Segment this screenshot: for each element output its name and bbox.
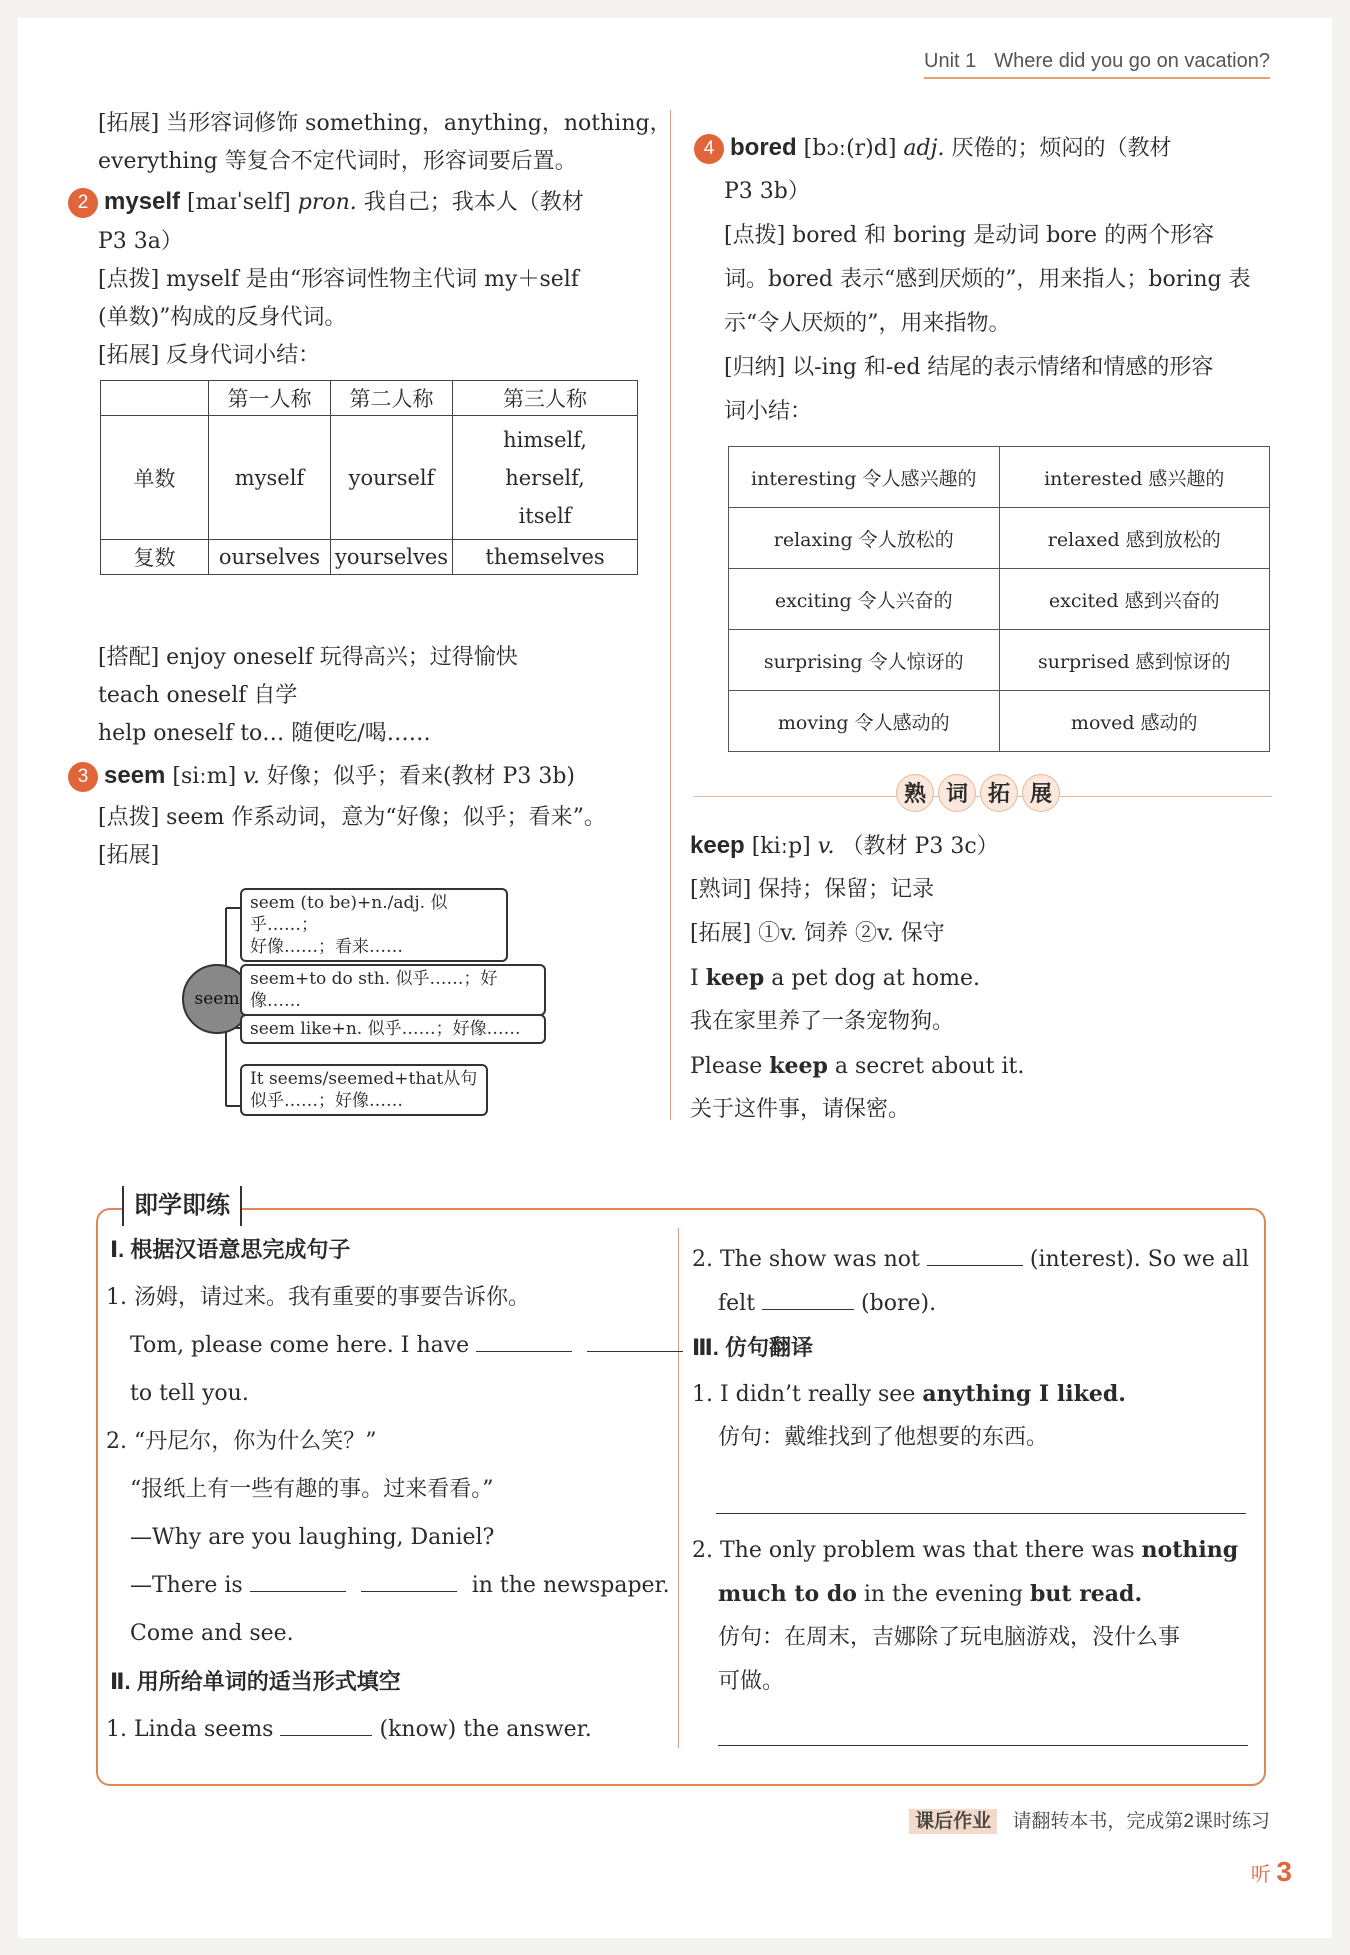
tip-line-b: (单数)”构成的反身代词。 [98, 305, 347, 330]
homework-tag: 课后作业 [909, 1809, 997, 1834]
headword: myself [104, 188, 181, 215]
page-num: 3 [1276, 1856, 1292, 1887]
entry-ref: P3 3a） [98, 229, 183, 254]
table-cell: excited 感到兴奋的 [999, 569, 1270, 630]
page [18, 18, 1332, 1938]
text-run: 2. The show was not [692, 1247, 920, 1272]
answer-blank[interactable] [476, 1330, 572, 1352]
example-sentence [690, 1046, 1024, 1087]
text-run: a secret about it. [827, 1054, 1025, 1079]
colloc-line-2: teach oneself 自学 [98, 683, 298, 708]
entry-bored [694, 128, 1171, 169]
running-header [924, 50, 1270, 79]
exercise-divider [678, 1228, 679, 1748]
column-divider [670, 110, 671, 1120]
table-cell: themselves [453, 540, 638, 575]
text-run: felt [718, 1291, 756, 1316]
adjective-table [728, 446, 1270, 752]
mindmap-branch [240, 1064, 488, 1116]
phonetic: [kiːp] [751, 834, 811, 859]
entry-myself [68, 182, 584, 223]
example-translation: 我在家里养了一条宠物狗。 [690, 1009, 955, 1034]
table-header: 第三人称 [453, 381, 638, 416]
question-line: “报纸上有一些有趣的事。过来看看。” [130, 1477, 494, 1502]
entry-keep [690, 826, 999, 867]
text-run: 1. I didn’t really see [692, 1382, 923, 1407]
question-line: 仿句：在周末，吉娜除了玩电脑游戏，没什么事 [718, 1625, 1181, 1650]
page-number [1251, 1856, 1292, 1888]
entry-number: 2 [68, 188, 98, 218]
ext-line: [拓展] ①v. 饲养 ②v. 保守 [690, 921, 945, 946]
part-of-speech: adj. [903, 136, 945, 161]
question-line [692, 1240, 1249, 1280]
table-cell: 单数 [101, 416, 209, 540]
answer-blank[interactable] [280, 1714, 372, 1736]
phonetic: [maɪˈself] [187, 190, 291, 215]
entry-number: 4 [694, 134, 724, 164]
page-label: 听 [1250, 1864, 1271, 1886]
part-of-speech: v. [243, 764, 260, 789]
text-run: I [690, 966, 706, 991]
homework-text: 请翻转本书，完成第2课时练习 [1012, 1811, 1270, 1832]
banner-char: 展 [1022, 774, 1060, 812]
headword: bored [730, 134, 797, 161]
banner-char: 熟 [896, 774, 934, 812]
colloc-line-1: [搭配] enjoy oneself 玩得高兴；过得愉快 [98, 645, 518, 670]
table-cell: interesting 令人感兴趣的 [729, 447, 1000, 508]
section-title: Ⅲ. 仿句翻译 [692, 1335, 814, 1360]
colloc-line-3: help oneself to… 随便吃/喝…… [98, 721, 431, 746]
entry-ref: （教材 P3 3c） [841, 834, 999, 859]
meaning: 厌倦的；烦闷的（教材 [951, 136, 1172, 161]
question: 2. “丹尼尔，你为什么笑？” [106, 1429, 377, 1454]
table-cell: yourself [331, 416, 453, 540]
ext-line: [拓展] [98, 843, 160, 868]
branch-line: seem (to be)+n./adj. 似乎……； [250, 893, 448, 935]
table-header: 第一人称 [209, 381, 331, 416]
keyword: keep [769, 1053, 828, 1079]
section-banner [896, 774, 1060, 812]
sum-line-b: 词小结： [724, 399, 813, 424]
keyword: nothing [1141, 1537, 1239, 1563]
example-sentence [690, 958, 980, 999]
cell-line: itself [518, 503, 572, 528]
entry-ref: P3 3b） [724, 179, 810, 204]
answer-blank[interactable] [361, 1570, 457, 1592]
table-cell: myself [209, 416, 331, 540]
branch-line: 好像……；看来…… [250, 937, 403, 957]
answer-blank[interactable] [762, 1288, 854, 1310]
question-line [718, 1284, 936, 1324]
text-run: (bore). [861, 1291, 937, 1316]
question-line [718, 1574, 1142, 1615]
headword: seem [104, 762, 166, 789]
question: 1. 汤姆，请过来。我有重要的事要告诉你。 [106, 1285, 530, 1310]
question-line [692, 1374, 1126, 1415]
table-cell: 复数 [101, 540, 209, 575]
text-run: in the newspaper. [471, 1573, 670, 1598]
exercise-title: 即学即练 [122, 1186, 242, 1226]
entry-seem [68, 756, 575, 797]
entry-number: 3 [68, 762, 98, 792]
phonetic: [siːm] [172, 764, 237, 789]
question-line: —Why are you laughing, Daniel? [130, 1525, 495, 1550]
tip-line-a: [点拨] myself 是由“形容词性物主代词 my＋self [98, 267, 579, 292]
tip-line-b: 词。bored 表示“感到厌烦的”，用来指人；boring 表 [724, 267, 1251, 292]
text-run: —There is [130, 1573, 243, 1598]
sum-line-a: [归纳] 以-ing 和-ed 结尾的表示情绪和情感的形容 [724, 355, 1214, 380]
keyword: anything I liked. [922, 1381, 1126, 1407]
homework-note [909, 1806, 1270, 1833]
tip-line: [点拨] seem 作系动词，意为“好像；似乎；看来”。 [98, 805, 606, 830]
answer-line[interactable] [716, 1492, 1246, 1514]
known-line: [熟词] 保持；保留；记录 [690, 877, 935, 902]
answer-line[interactable] [718, 1724, 1248, 1746]
text-run: (know) the answer. [379, 1717, 592, 1742]
tip-line-a: [点拨] bored 和 boring 是动词 bore 的两个形容 [724, 223, 1215, 248]
answer-blank[interactable] [250, 1570, 346, 1592]
mindmap-center: seem [182, 964, 252, 1034]
text-run: Tom, please come here. I have [130, 1333, 470, 1358]
cell-line: herself, [505, 465, 585, 490]
meaning: 我自己；我本人（教材 [363, 190, 584, 215]
mindmap-branch: seem like+n. 似乎……；好像…… [240, 1014, 546, 1044]
meaning: 好像；似乎；看来(教材 P3 3b) [266, 764, 576, 789]
table-header: 第二人称 [331, 381, 453, 416]
table-cell: moved 感动的 [999, 691, 1270, 752]
question-line: 仿句：戴维找到了他想要的东西。 [718, 1425, 1049, 1450]
answer-blank[interactable] [587, 1330, 683, 1352]
table-cell: moving 令人感动的 [729, 691, 1000, 752]
unit-title: Where did you go on vacation? [994, 50, 1270, 72]
branch-line: 似乎……；好像…… [250, 1091, 403, 1111]
question-line [106, 1710, 592, 1750]
text-run: a pet dog at home. [764, 966, 980, 991]
keyword: keep [705, 965, 765, 991]
section-title: Ⅱ. 用所给单词的适当形式填空 [110, 1669, 401, 1694]
branch-line: It seems/seemed+that从句 [250, 1069, 478, 1089]
question-line [692, 1530, 1238, 1571]
phonetic: [bɔː(r)d] [803, 136, 897, 161]
table-cell [453, 416, 638, 540]
table-cell: relaxing 令人放松的 [729, 508, 1000, 569]
answer-blank[interactable] [927, 1244, 1023, 1266]
example-translation: 关于这件事，请保密。 [690, 1097, 911, 1122]
question-line: Come and see. [130, 1621, 294, 1646]
section-title: Ⅰ. 根据汉语意思完成句子 [110, 1237, 351, 1262]
ext1-line-b: everything 等复合不定代词时，形容词要后置。 [98, 149, 577, 174]
text-run: (interest). So we all [1029, 1247, 1250, 1272]
cell-line: himself, [503, 427, 587, 452]
question-line: 可做。 [718, 1669, 785, 1694]
headword: keep [690, 832, 745, 859]
table-cell: ourselves [209, 540, 331, 575]
table-cell: yourselves [331, 540, 453, 575]
table-cell: surprising 令人惊讶的 [729, 630, 1000, 691]
part-of-speech: pron. [297, 190, 357, 215]
table-cell: exciting 令人兴奋的 [729, 569, 1000, 630]
ext1-line-a: [拓展] 当形容词修饰 something，anything，nothing， [98, 111, 672, 136]
question-line [130, 1566, 670, 1606]
table-cell: interested 感兴趣的 [999, 447, 1270, 508]
table-cell: relaxed 感到放松的 [999, 508, 1270, 569]
mindmap-branch: seem+to do sth. 似乎……；好像…… [240, 964, 546, 1016]
ext-line: [拓展] 反身代词小结： [98, 343, 321, 368]
text-run: in the evening [856, 1582, 1031, 1607]
keyword: much to do [718, 1581, 857, 1607]
table-cell: surprised 感到惊讶的 [999, 630, 1270, 691]
part-of-speech: v. [817, 834, 835, 859]
reflexive-table [100, 380, 638, 575]
banner-char: 拓 [980, 774, 1018, 812]
keyword: but read. [1030, 1581, 1143, 1607]
mindmap-branch [240, 888, 508, 962]
question-line: to tell you. [130, 1381, 249, 1406]
question-line [130, 1326, 683, 1366]
text-run: Please [690, 1054, 770, 1079]
unit-label: Unit 1 [924, 50, 977, 72]
text-run: 1. Linda seems [106, 1717, 274, 1742]
banner-char: 词 [938, 774, 976, 812]
tip-line-c: 示“令人厌烦的”，用来指物。 [724, 311, 1011, 336]
text-run: 2. The only problem was that there was [692, 1538, 1142, 1563]
